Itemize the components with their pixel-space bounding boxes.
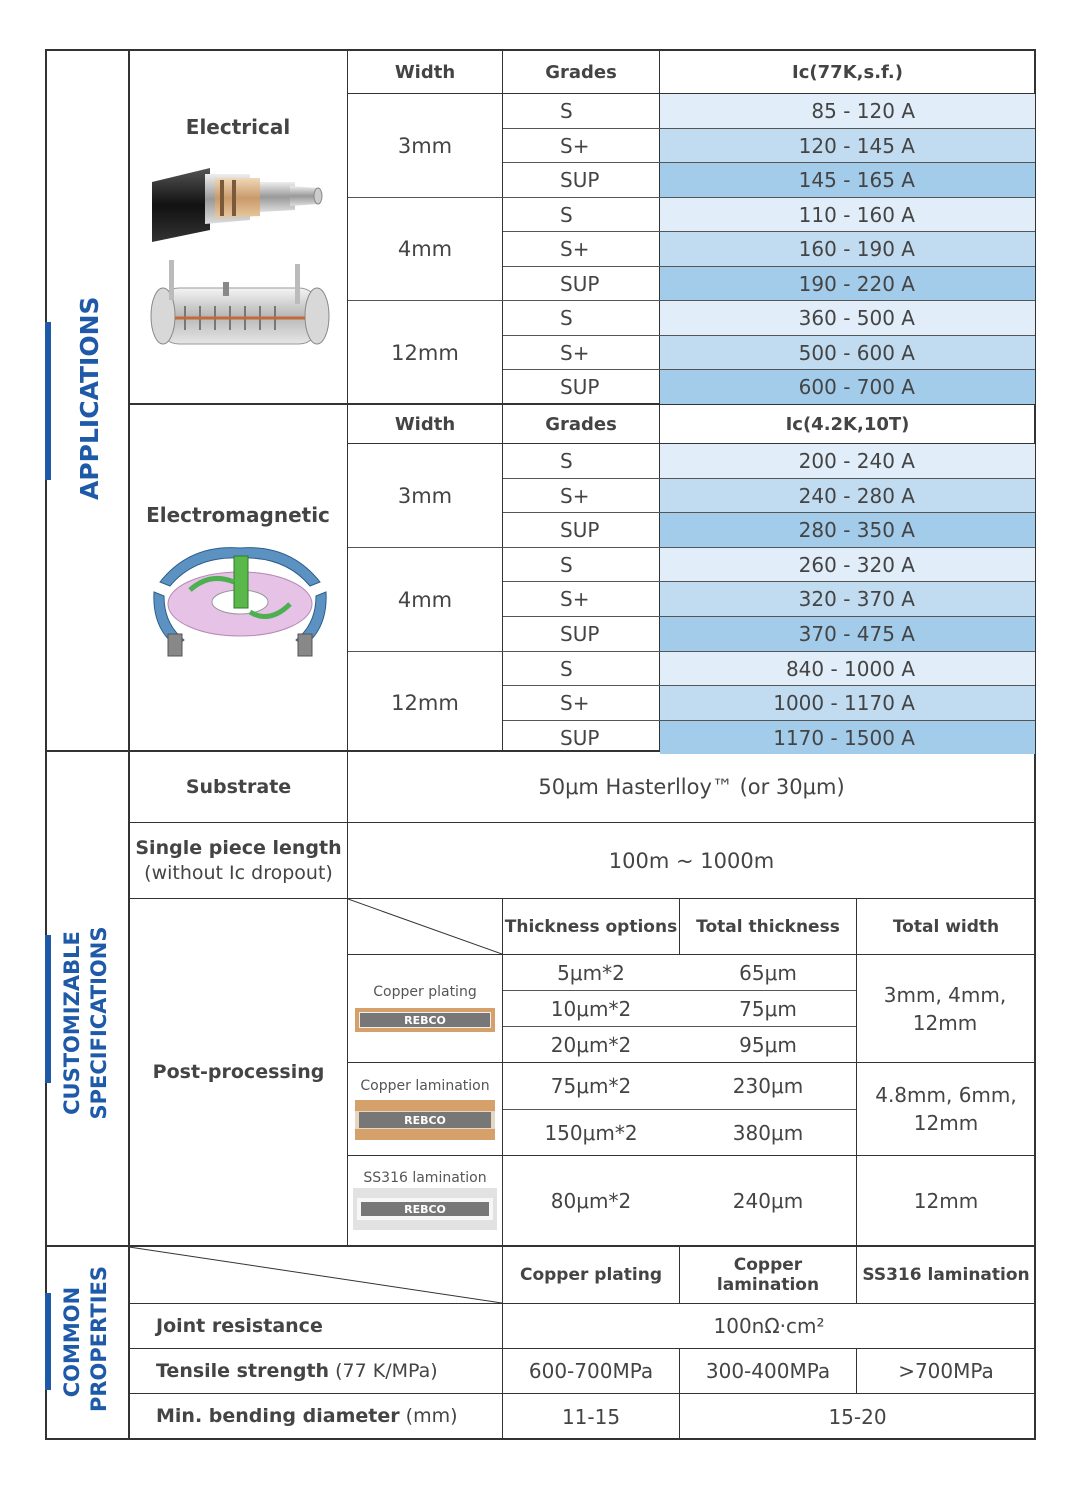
grade-label: S+ bbox=[560, 133, 590, 158]
cable-illustration bbox=[150, 160, 330, 245]
ic-value: 190 - 220 A bbox=[798, 271, 915, 296]
grade-label: S+ bbox=[560, 483, 590, 508]
total-thickness: 65μm bbox=[739, 960, 797, 985]
bending-diameter-label bbox=[156, 1394, 458, 1439]
total-width: 12mm bbox=[913, 1188, 979, 1213]
header-thickness-options: Thickness options bbox=[504, 916, 678, 937]
section-label-line: PROPERTIES bbox=[87, 1266, 111, 1412]
total-width: 4.8mm, 6mm, 12mm bbox=[875, 1083, 1017, 1135]
ic-value: 600 - 700 A bbox=[798, 375, 915, 399]
width-value: 3mm bbox=[397, 133, 453, 158]
total-thickness: 230μm bbox=[732, 1074, 804, 1098]
rebco-tape: REBCO bbox=[359, 1012, 491, 1028]
ic-value: 1000 - 1170 A bbox=[773, 691, 915, 716]
copper-plating-label: Copper plating bbox=[373, 984, 477, 1000]
post-processing-label: Post-processing bbox=[152, 1061, 325, 1083]
joint-resistance-label: Joint resistance bbox=[156, 1315, 323, 1337]
tensile-value: >700MPa bbox=[898, 1359, 994, 1383]
ic-value: 240 - 280 A bbox=[798, 483, 915, 508]
width-value: 12mm bbox=[391, 691, 459, 716]
grade-label: SUP bbox=[560, 271, 600, 296]
ic-value: 500 - 600 A bbox=[798, 340, 915, 365]
header-total-thickness: Total thickness bbox=[696, 916, 840, 937]
total-thickness: 240μm bbox=[732, 1188, 804, 1213]
grade-label: S bbox=[560, 449, 573, 473]
header-width: Width bbox=[394, 61, 456, 83]
header-ss316-lamination: SS316 lamination bbox=[862, 1265, 1030, 1285]
header-ic: Ic(4.2K,10T) bbox=[785, 413, 910, 435]
section-accent-bar bbox=[45, 322, 51, 480]
tokamak-illustration bbox=[150, 542, 330, 660]
grade-label: S+ bbox=[560, 340, 590, 365]
ic-value: 840 - 1000 A bbox=[785, 656, 915, 681]
ic-value: 370 - 475 A bbox=[798, 622, 915, 646]
grade-label: S+ bbox=[560, 691, 590, 716]
ic-value: 85 - 120 A bbox=[811, 99, 915, 123]
bending-value: 11-15 bbox=[561, 1404, 621, 1429]
thickness-option: 5μm*2 bbox=[557, 960, 625, 985]
header-copper-plating: Copper plating bbox=[519, 1265, 663, 1285]
substrate-value: 50μm Hasterlloy™ (or 30μm) bbox=[538, 775, 845, 799]
joint-resistance-value: 100nΩ·cm² bbox=[713, 1314, 825, 1338]
section-label-line: SPECIFICATIONS bbox=[87, 926, 111, 1120]
ic-value: 280 - 350 A bbox=[798, 518, 915, 543]
section-label-line: COMMON bbox=[60, 1286, 84, 1398]
ic-value: 145 - 165 A bbox=[798, 168, 915, 192]
divider bbox=[502, 50, 503, 750]
header-copper-lamination: Copper lamination bbox=[716, 1255, 820, 1295]
grade-label: S bbox=[560, 202, 573, 227]
length-label-title: Single piece length bbox=[135, 837, 342, 859]
grade-label: SUP bbox=[560, 168, 600, 192]
bending-value: 15-20 bbox=[828, 1404, 887, 1429]
section-accent-bar bbox=[45, 935, 51, 1083]
grade-label: SUP bbox=[560, 375, 600, 399]
header-grades: Grades bbox=[545, 413, 617, 435]
ic-value: 160 - 190 A bbox=[798, 237, 915, 261]
thickness-option: 75μm*2 bbox=[550, 1074, 632, 1098]
rebco-tape: REBCO bbox=[361, 1202, 489, 1216]
section-label-common bbox=[59, 1266, 115, 1412]
thickness-option: 10μm*2 bbox=[550, 996, 632, 1021]
copper-plating-tape-illustration bbox=[355, 1008, 495, 1032]
ss316-tape-illustration bbox=[353, 1188, 497, 1230]
ic-value: 260 - 320 A bbox=[798, 552, 915, 577]
grade-label: SUP bbox=[560, 725, 600, 750]
copper-lamination-tape-illustration bbox=[355, 1100, 495, 1140]
length-label-note: (without Ic dropout) bbox=[144, 862, 333, 884]
grade-label: S+ bbox=[560, 237, 590, 261]
width-value: 4mm bbox=[397, 587, 453, 612]
single-piece-length-label bbox=[130, 823, 347, 898]
header-width: Width bbox=[394, 413, 456, 435]
substrate-label: Substrate bbox=[185, 776, 292, 798]
rebco-tape: REBCO bbox=[359, 1112, 491, 1128]
thickness-option: 20μm*2 bbox=[550, 1032, 632, 1057]
tensile-label-title: Tensile strength bbox=[156, 1360, 330, 1382]
header-ic: Ic(77K,s.f.) bbox=[792, 61, 903, 83]
ic-value: 320 - 370 A bbox=[798, 587, 915, 612]
bending-label-title: Min. bending diameter bbox=[156, 1405, 400, 1427]
ss316-lamination-label: SS316 lamination bbox=[363, 1170, 487, 1186]
header-total-width: Total width bbox=[892, 916, 1000, 937]
section-label-customizable bbox=[59, 913, 115, 1133]
copper-lamination-label: Copper lamination bbox=[360, 1078, 490, 1094]
tensile-strength-label bbox=[156, 1349, 438, 1393]
single-piece-length-value: 100m ~ 1000m bbox=[608, 848, 775, 873]
width-value: 4mm bbox=[397, 237, 453, 262]
total-thickness: 95μm bbox=[739, 1032, 797, 1057]
header-grades: Grades bbox=[545, 61, 617, 83]
ic-value: 200 - 240 A bbox=[798, 449, 915, 473]
grade-label: S bbox=[560, 552, 573, 577]
application-label-electrical: Electrical bbox=[185, 115, 291, 139]
thickness-option: 150μm*2 bbox=[544, 1120, 638, 1145]
grade-label: S bbox=[560, 99, 573, 123]
grade-label: S bbox=[560, 306, 573, 330]
tensile-value: 300-400MPa bbox=[705, 1359, 831, 1383]
width-value: 3mm bbox=[397, 483, 453, 508]
tensile-value: 600-700MPa bbox=[528, 1359, 654, 1383]
bending-label-unit: (mm) bbox=[405, 1405, 458, 1427]
cryostat-illustration bbox=[145, 258, 330, 358]
application-label-electromagnetic: Electromagnetic bbox=[146, 503, 330, 527]
total-width: 3mm, 4mm, 12mm bbox=[883, 982, 1007, 1035]
section-label-applications: APPLICATIONS bbox=[75, 296, 104, 500]
tensile-label-unit: (77 K/MPa) bbox=[335, 1360, 438, 1382]
section-label-line: CUSTOMIZABLE bbox=[60, 931, 84, 1115]
grade-label: S bbox=[560, 656, 573, 681]
total-thickness: 380μm bbox=[732, 1120, 804, 1145]
diagonal-header-line bbox=[348, 899, 502, 954]
width-value: 12mm bbox=[391, 340, 459, 365]
diagonal-header-line bbox=[129, 1247, 502, 1303]
thickness-option: 80μm*2 bbox=[550, 1188, 632, 1213]
ic-value: 1170 - 1500 A bbox=[773, 725, 915, 750]
ic-value: 360 - 500 A bbox=[798, 306, 915, 330]
grade-label: S+ bbox=[560, 587, 590, 612]
total-thickness: 75μm bbox=[739, 996, 797, 1021]
section-accent-bar bbox=[45, 1293, 51, 1390]
grade-label: SUP bbox=[560, 518, 600, 543]
ic-value: 120 - 145 A bbox=[798, 133, 915, 158]
ic-value: 110 - 160 A bbox=[798, 202, 915, 227]
grade-label: SUP bbox=[560, 622, 600, 646]
